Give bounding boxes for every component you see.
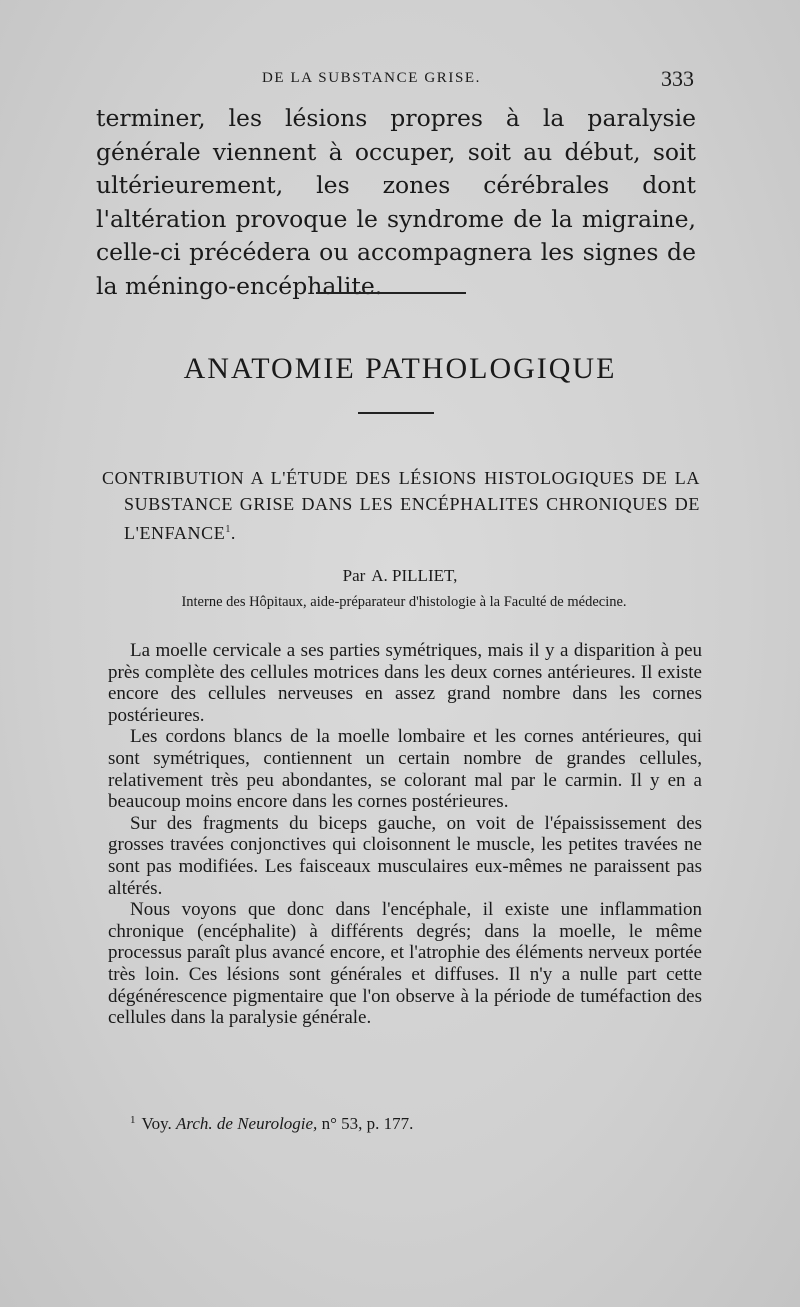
footnote-journal: Arch. de Neurologie, — [175, 1114, 318, 1133]
author-name: A. PILLIET, — [371, 566, 458, 585]
author-prefix: Par — [342, 566, 366, 585]
article-title-text: CONTRIBUTION A L'ÉTUDE DES LÉSIONS HISTOLOGIQUES DE LA SUBSTANCE GRISE DANS LES ENCÉPHALITES CHRONIQUES DE L'ENFANCE — [102, 468, 700, 543]
article-title-footnote-mark: 1 — [225, 524, 231, 535]
footnote-prefix: Voy. — [141, 1114, 172, 1133]
body-paragraph: Sur des fragments du biceps gauche, on voit de l'épaississement des grosses travées conjonctives qui cloisonnent le muscle, les petites travées ne sont pas modifiées. Les faisceaux musculaires eux-mêmes ne paraissent pas altérés. — [108, 812, 702, 899]
intro-paragraph — [96, 102, 696, 303]
footnote — [130, 1114, 690, 1134]
footnote-issue: n° 53, p. 177. — [321, 1114, 414, 1133]
page-number: 333 — [661, 66, 694, 91]
page-header — [0, 66, 800, 90]
body-paragraph: Les cordons blancs de la moelle lombaire et les cornes antérieures, qui sont symétriques, contiennent un certain nombre de grandes cellules, relativement très peu abondantes, se colorant mal par le carmin. Il y en a beaucoup moins encore dans les cornes postérieures. — [108, 726, 702, 813]
article-title — [102, 465, 700, 546]
body-paragraph: Nous voyons que donc dans l'encéphale, il existe une inflammation chronique (encéphalite) à différents degrés; dans la moelle, le même processus paraît plus avancé encore, et l'atrophie des éléments nerveux portée très loin. Ces lésions sont générales et diffuses. Il n'y a nulle part cette dégénérescence pigmentaire que l'on observe à la période de tuméfaction des cellules dans la paralysie générale. — [108, 899, 702, 1029]
section-divider-bottom — [358, 412, 434, 414]
author-affiliation: Interne des Hôpitaux, aide-préparateur d'histologie à la Faculté de médecine. — [181, 594, 627, 610]
intro-text: terminer, les lésions propres à la paralysie générale viennent à occuper, soit au début, soit ultérieurement, les zones cérébrales dont l'altération provoque le syndrome de la migraine, celle-ci précédera ou accompagnera les signes de la méningo-encéphalite. — [96, 104, 696, 300]
section-title: ANATOMIE PATHOLOGIQUE — [183, 352, 617, 385]
section-divider-top — [316, 292, 466, 294]
running-head: DE LA SUBSTANCE GRISE. — [262, 70, 482, 86]
byline — [0, 566, 800, 586]
footnote-mark: 1 — [130, 1114, 136, 1126]
article-body — [108, 640, 702, 1029]
body-paragraph: La moelle cervicale a ses parties symétriques, mais il y a disparition à peu près complète des cellules motrices dans les deux cornes antérieures. Il existe encore des cellules nerveuses en assez grand nombre dans les cornes postérieures. — [108, 640, 702, 726]
article-title-end: . — [230, 523, 237, 543]
